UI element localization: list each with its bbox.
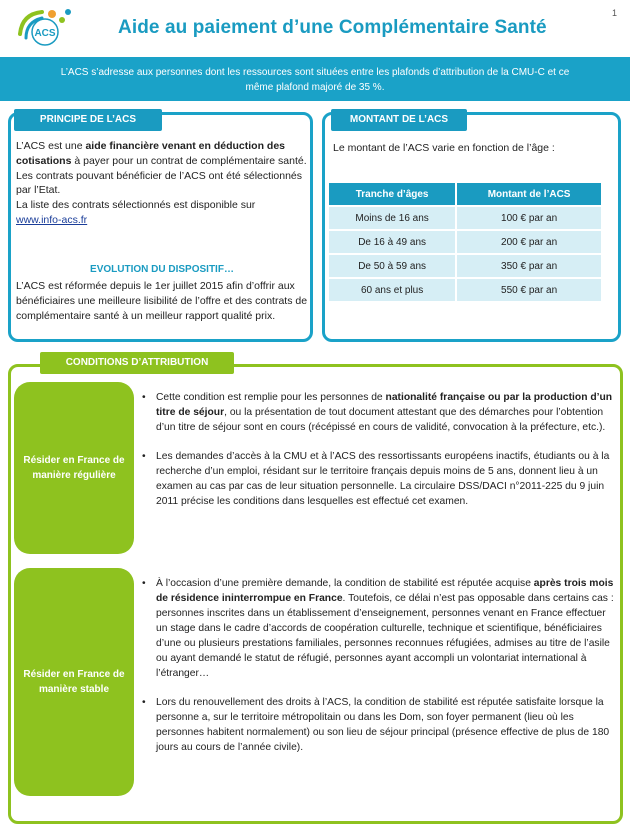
table-header-age: Tranche d’âges <box>329 183 455 205</box>
evolution-text: L’ACS est réformée depuis le 1er juillet 2015 afin d’offrir aux bénéficiaires une meilleure lisibilité de l’offre et des contrats de complémentaire santé à un meilleur rapport qualité prix. <box>16 280 308 322</box>
intro-banner <box>0 57 630 101</box>
logo-text: ACS <box>34 28 56 39</box>
principe-text <box>16 139 308 228</box>
table-row <box>329 279 601 301</box>
table-cell-age: De 50 à 59 ans <box>329 255 455 277</box>
list-item: • Les demandes d’accès à la CMU et à l’ACS des ressortissants européens inactifs, étudiants ou à la recherche d’un emploi, résidant sur le territoire français depuis moins de 5 ans, donnent lieu à un examen au cas par cas de leur situation personnelle. La circulaire DSS/DACI n°2011-225 du 9 juin 2011 précise les conditions dans lesquelles est effectué cet examen. <box>140 449 616 509</box>
table-cell-amount: 100 € par an <box>455 207 601 229</box>
condition-stable-text <box>140 576 616 755</box>
info-acs-link[interactable]: www.info-acs.fr <box>16 213 88 226</box>
table-cell-age: 60 ans et plus <box>329 279 455 301</box>
table-header-amount: Montant de l’ACS <box>455 183 601 205</box>
page-title: Aide au paiement d’une Complémentaire Santé <box>118 17 547 38</box>
table-cell-age: Moins de 16 ans <box>329 207 455 229</box>
list-item: • À l’occasion d’une première demande, la condition de stabilité est réputée acquise après trois mois de résidence ininterrompue en France. Toutefois, ce délai n’est pas opposable dans certains cas : personnes inscrites dans un établissement d’enseignement, personnes venant en France effectuer un stage dans le cadre d’accords de coopération culturelle, technique et scientifique, bénéficiaires d’une ou plusieurs prestations familiales, personnes reconnues réfugiées, admises au titre de l’asile ou ayant demandé le statut de réfugié, personnes ayant accompli un volontariat international à l’étranger… <box>140 576 616 681</box>
principe-tab: PRINCIPE DE L’ACS <box>14 109 162 131</box>
condition-reguliere-text <box>140 390 616 509</box>
list-item: • Lors du renouvellement des droits à l’ACS, la condition de stabilité est réputée satisfaite lorsque la personne a, sur le territoire métropolitain ou dans les Dom, son foyer permanent (lieu où les personnes habitent normalement) ou son lieu de séjour principal (présence effective de plus de 180 jours au cours de l’année civile). <box>140 695 616 755</box>
table-row <box>329 255 601 277</box>
condition-label-stable: Résider en France de manière stable <box>14 568 134 796</box>
table-row <box>329 207 601 229</box>
conditions-tab: CONDITIONS D’ATTRIBUTION <box>40 352 234 374</box>
list-item: • Cette condition est remplie pour les personnes de nationalité française ou par la production d’un titre de séjour, ou la présentation de tout document attestant que des démarches pour l’obtention d’un titre de séjour sont en cours (récépissé en cours de validité, convocation à la préfecture, etc.). <box>140 390 616 435</box>
intro-line-1: L’ACS s’adresse aux personnes dont les ressources sont situées entre les plafonds d’attribution de la CMU-C et ce <box>60 67 570 78</box>
acs-logo <box>12 4 78 52</box>
table-cell-amount: 550 € par an <box>455 279 601 301</box>
page-header <box>0 0 630 56</box>
principe-paragraph-3: La liste des contrats sélectionnés est disponible sur <box>16 199 256 212</box>
principe-paragraph-2: Les contrats pouvant bénéficier de l’ACS ont été sélectionnés par l’Etat. <box>16 169 303 197</box>
table-cell-amount: 350 € par an <box>455 255 601 277</box>
table-header-row <box>329 183 601 205</box>
page-number: 1 <box>612 8 618 18</box>
principe-paragraph-1: L’ACS est une aide financière venant en déduction des cotisations à payer pour un contrat de complémentaire santé. <box>16 140 307 167</box>
evolution-title: EVOLUTION DU DISPOSITIF… <box>90 264 234 275</box>
intro-line-2: même plafond majoré de 35 %. <box>245 82 385 93</box>
acs-amount-table <box>329 181 601 303</box>
montant-tab: MONTANT DE L’ACS <box>331 109 467 131</box>
table-cell-age: De 16 à 49 ans <box>329 231 455 253</box>
table-row <box>329 231 601 253</box>
montant-intro: Le montant de l’ACS varie en fonction de l’âge : <box>333 142 555 154</box>
condition-label-reguliere: Résider en France de manière régulière <box>14 382 134 554</box>
table-cell-amount: 200 € par an <box>455 231 601 253</box>
